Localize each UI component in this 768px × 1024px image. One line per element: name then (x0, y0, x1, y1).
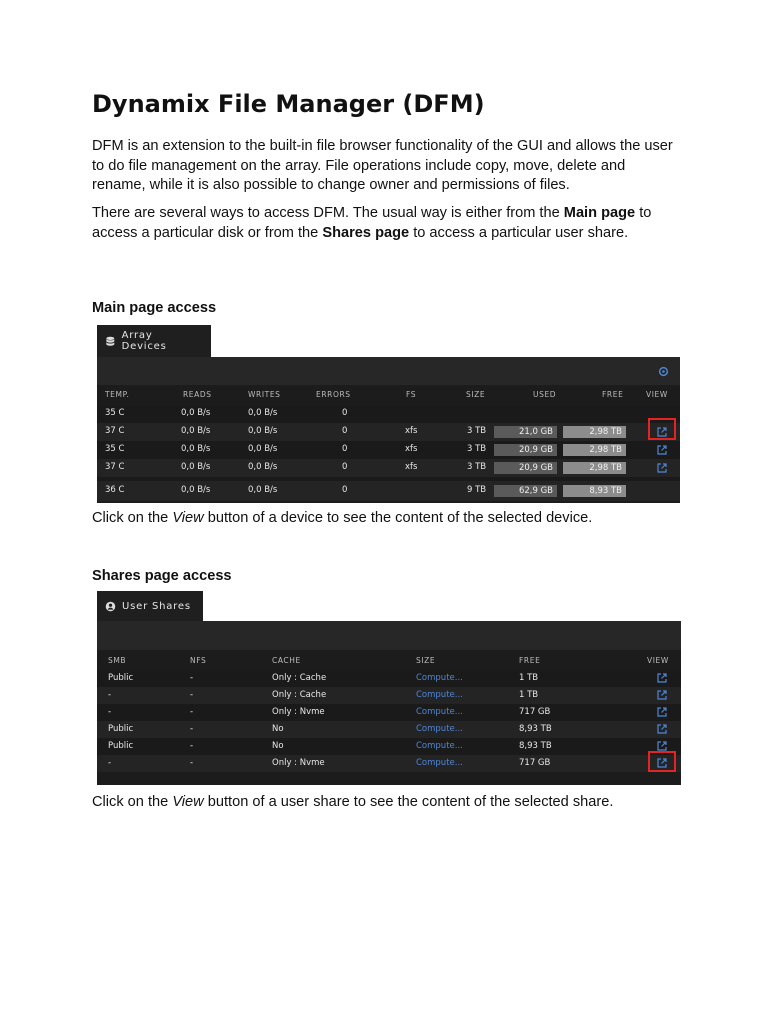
table-row (97, 755, 681, 772)
cell-temp: 37 C (105, 462, 125, 472)
array-caption-text-1: Click on the (92, 510, 173, 526)
col-free: FREE (602, 390, 624, 399)
col-size: SIZE (466, 390, 486, 399)
cell-errors: 0 (342, 444, 348, 454)
user-shares-screenshot (97, 591, 681, 785)
cell-nfs: - (190, 758, 194, 768)
col-view: VIEW (647, 656, 669, 665)
cell-reads: 0,0 B/s (181, 426, 211, 436)
used-bar: 20,9 GB (494, 444, 557, 456)
compute-size-link[interactable]: Compute... (416, 707, 463, 717)
shares-toolbar (97, 621, 681, 650)
array-caption-view-term: View (172, 510, 204, 526)
main-page-heading: Main page access (92, 300, 217, 316)
user-circle-icon (105, 601, 116, 612)
cell-cache: No (272, 724, 284, 734)
shares-page-term: Shares page (322, 224, 410, 241)
cell-size: 3 TB (467, 444, 487, 454)
cell-free: 1 TB (519, 673, 539, 683)
access-text-2: to access a particular disk or from the (92, 205, 652, 241)
cell-nfs: - (190, 690, 194, 700)
cell-free: 717 GB (519, 758, 551, 768)
array-devices-tab-label: Array Devices (121, 330, 167, 352)
cell-size: 3 TB (467, 426, 487, 436)
cell-temp: 35 C (105, 408, 125, 418)
cell-temp: 35 C (105, 444, 125, 454)
cell-reads: 0,0 B/s (181, 462, 211, 472)
cell-temp: 36 C (105, 485, 125, 495)
cell-cache: No (272, 741, 284, 751)
col-fs: FS (406, 390, 417, 399)
cell-free: 1 TB (519, 690, 539, 700)
cell-fs: xfs (405, 462, 418, 472)
used-bar: 21,0 GB (494, 426, 557, 438)
view-highlight-box (648, 751, 676, 772)
cell-nfs: - (190, 707, 194, 717)
cell-nfs: - (190, 741, 194, 751)
cell-writes: 0,0 B/s (248, 426, 278, 436)
array-devices-panel (97, 357, 680, 503)
cell-smb: - (108, 707, 112, 717)
cell-writes: 0,0 B/s (248, 444, 278, 454)
table-row (97, 405, 680, 423)
free-bar: 2,98 TB (563, 426, 626, 438)
intro-paragraph: DFM is an extension to the built-in file browser functionality of the GUI and allows the user to do file management on the array. File operations include copy, move, delete and rename, while it is also possible to change owner and permissions of files. (92, 138, 673, 193)
access-paragraph (92, 204, 682, 243)
cell-errors: 0 (342, 426, 348, 436)
external-link-icon[interactable] (657, 673, 667, 683)
array-devices-tab[interactable] (97, 325, 211, 357)
database-icon (105, 336, 116, 347)
shares-table-header (97, 656, 681, 668)
cell-errors: 0 (342, 462, 348, 472)
cell-writes: 0,0 B/s (248, 462, 278, 472)
cell-free: 8,93 TB (519, 741, 552, 751)
shares-page-heading: Shares page access (92, 568, 232, 584)
table-row (97, 481, 680, 501)
compute-size-link[interactable]: Compute... (416, 758, 463, 768)
compute-size-link[interactable]: Compute... (416, 673, 463, 683)
cell-smb: - (108, 758, 112, 768)
shares-caption-view-term: View (172, 794, 204, 810)
external-link-icon[interactable] (657, 724, 667, 734)
used-bar: 62,9 GB (494, 485, 557, 497)
external-link-icon[interactable] (657, 463, 667, 473)
array-caption (92, 510, 592, 526)
page-title: Dynamix File Manager (DFM) (92, 90, 485, 118)
table-row (97, 738, 681, 755)
col-size: SIZE (416, 656, 436, 665)
col-view: VIEW (646, 390, 668, 399)
cell-reads: 0,0 B/s (181, 444, 211, 454)
table-row (97, 687, 681, 704)
array-caption-text-2: button of a device to see the content of the selected device. (203, 510, 593, 526)
settings-icon[interactable] (658, 366, 669, 377)
used-bar: 20,9 GB (494, 462, 557, 474)
external-link-icon[interactable] (657, 445, 667, 455)
access-text-1: There are several ways to access DFM. The usual way is either from the (92, 205, 564, 221)
cell-smb: Public (108, 724, 134, 734)
col-nfs: NFS (190, 656, 207, 665)
cell-size: 9 TB (467, 485, 487, 495)
cell-free: 717 GB (519, 707, 551, 717)
col-errors: ERRORS (316, 390, 351, 399)
cell-cache: Only : Nvme (272, 707, 325, 717)
cell-cache: Only : Cache (272, 690, 327, 700)
cell-smb: Public (108, 741, 134, 751)
external-link-icon[interactable] (657, 741, 667, 751)
table-row (97, 459, 680, 477)
free-bar: 8,93 TB (563, 485, 626, 497)
array-table-header (97, 390, 680, 402)
cell-smb: - (108, 690, 112, 700)
col-reads: READS (183, 390, 212, 399)
cell-reads: 0,0 B/s (181, 408, 211, 418)
access-text-3: to access a particular user share. (409, 224, 629, 241)
cell-cache: Only : Cache (272, 673, 327, 683)
cell-temp: 37 C (105, 426, 125, 436)
table-row (97, 670, 681, 687)
external-link-icon[interactable] (657, 690, 667, 700)
compute-size-link[interactable]: Compute... (416, 690, 463, 700)
cell-writes: 0,0 B/s (248, 485, 278, 495)
user-shares-tab-label: User Shares (122, 600, 191, 612)
cell-errors: 0 (342, 485, 348, 495)
col-smb: SMB (108, 656, 127, 665)
cell-nfs: - (190, 673, 194, 683)
shares-caption-text-1: Click on the (92, 794, 173, 810)
main-page-term: Main page (563, 205, 636, 221)
col-writes: WRITES (248, 390, 281, 399)
free-bar: 2,98 TB (563, 462, 626, 474)
array-toolbar (97, 357, 680, 385)
user-shares-tab[interactable] (97, 591, 203, 621)
shares-caption-text-2: button of a user share to see the content of the selected share. (203, 794, 614, 810)
table-row (97, 704, 681, 721)
cell-smb: Public (108, 673, 134, 683)
col-used: USED (533, 390, 557, 399)
cell-fs: xfs (405, 426, 418, 436)
cell-cache: Only : Nvme (272, 758, 325, 768)
shares-caption (92, 794, 613, 810)
table-row (97, 721, 681, 738)
cell-nfs: - (190, 724, 194, 734)
free-bar: 2,98 TB (563, 444, 626, 456)
user-shares-panel (97, 621, 681, 785)
table-row (97, 423, 680, 441)
cell-fs: xfs (405, 444, 418, 454)
compute-size-link[interactable]: Compute... (416, 741, 463, 751)
compute-size-link[interactable]: Compute... (416, 724, 463, 734)
col-temp: TEMP. (105, 390, 130, 399)
view-highlight-box (648, 418, 676, 440)
table-row (97, 441, 680, 459)
cell-free: 8,93 TB (519, 724, 552, 734)
array-devices-screenshot (97, 325, 680, 503)
cell-errors: 0 (342, 408, 348, 418)
col-cache: CACHE (272, 656, 301, 665)
col-free: FREE (519, 656, 541, 665)
cell-reads: 0,0 B/s (181, 485, 211, 495)
cell-writes: 0,0 B/s (248, 408, 278, 418)
cell-size: 3 TB (467, 462, 487, 472)
external-link-icon[interactable] (657, 707, 667, 717)
